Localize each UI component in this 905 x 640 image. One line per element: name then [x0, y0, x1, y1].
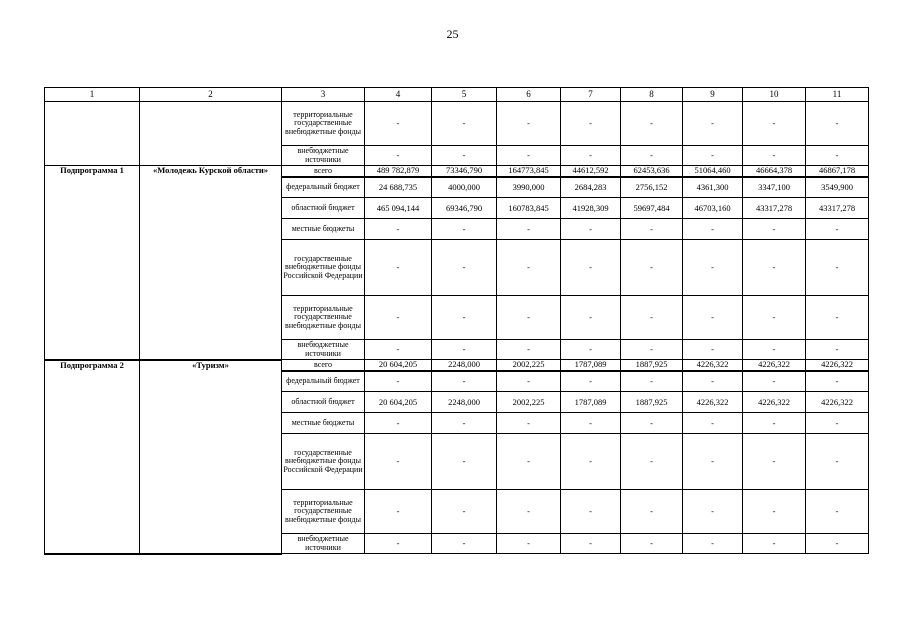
value-cell: - [806, 340, 869, 360]
funding-source: всего [282, 360, 365, 371]
column-header: 4 [365, 88, 432, 102]
value-cell: - [806, 490, 869, 534]
value-cell: 51064,460 [683, 166, 743, 177]
value-cell: - [497, 534, 561, 554]
value-cell: - [497, 219, 561, 240]
value-cell: 4000,000 [432, 177, 497, 198]
program-code-cell [45, 102, 140, 166]
value-cell: - [497, 102, 561, 146]
value-cell: 2684,283 [561, 177, 621, 198]
value-cell: - [806, 434, 869, 490]
value-cell: - [621, 102, 683, 146]
value-cell: - [621, 371, 683, 392]
funding-source: территориальные государственные внебюджетные фонды [282, 490, 365, 534]
value-cell: - [743, 434, 806, 490]
value-cell: - [743, 413, 806, 434]
value-cell: - [432, 219, 497, 240]
value-cell: - [432, 534, 497, 554]
column-header: 9 [683, 88, 743, 102]
funding-source: внебюджетные источники [282, 340, 365, 360]
value-cell: 41928,309 [561, 198, 621, 219]
value-cell: 2002,225 [497, 360, 561, 371]
value-cell: - [432, 240, 497, 296]
value-cell: 24 688,735 [365, 177, 432, 198]
value-cell: - [561, 434, 621, 490]
value-cell: - [683, 490, 743, 534]
value-cell: - [743, 146, 806, 166]
value-cell: - [561, 219, 621, 240]
value-cell: - [683, 102, 743, 146]
funding-source: местные бюджеты [282, 219, 365, 240]
value-cell: - [743, 296, 806, 340]
column-header: 6 [497, 88, 561, 102]
value-cell: 46867,178 [806, 166, 869, 177]
value-cell: - [683, 296, 743, 340]
value-cell: 3549,900 [806, 177, 869, 198]
value-cell: 4226,322 [743, 392, 806, 413]
value-cell: - [365, 434, 432, 490]
value-cell: 4226,322 [683, 392, 743, 413]
program-code: Подпрограмма 2 [45, 360, 140, 554]
program-name: «Молодежь Курской области» [140, 166, 282, 360]
value-cell: 4361,300 [683, 177, 743, 198]
value-cell: - [806, 296, 869, 340]
value-cell: 489 782,879 [365, 166, 432, 177]
value-cell: - [561, 490, 621, 534]
value-cell: 2002,225 [497, 392, 561, 413]
funding-source: территориальные государственные внебюджетные фонды [282, 296, 365, 340]
value-cell: - [743, 240, 806, 296]
program-name-cell [140, 102, 282, 166]
value-cell: - [683, 371, 743, 392]
column-header: 11 [806, 88, 869, 102]
value-cell: - [497, 490, 561, 534]
value-cell: - [621, 219, 683, 240]
page-number: 25 [446, 27, 459, 41]
value-cell: - [365, 296, 432, 340]
column-header: 3 [282, 88, 365, 102]
funding-source: территориальные государственные внебюджетные фонды [282, 102, 365, 146]
value-cell: - [432, 413, 497, 434]
value-cell: - [497, 371, 561, 392]
value-cell: 4226,322 [743, 360, 806, 371]
value-cell: - [743, 490, 806, 534]
value-cell: 4226,322 [806, 392, 869, 413]
value-cell: - [561, 146, 621, 166]
value-cell: - [561, 534, 621, 554]
value-cell: - [561, 296, 621, 340]
value-cell: - [365, 340, 432, 360]
value-cell: - [432, 146, 497, 166]
value-cell: 1887,925 [621, 360, 683, 371]
value-cell: - [621, 413, 683, 434]
value-cell: - [365, 240, 432, 296]
value-cell: 43317,278 [743, 198, 806, 219]
value-cell: - [497, 340, 561, 360]
header-row [45, 88, 869, 102]
table-row [45, 360, 869, 371]
value-cell: - [365, 102, 432, 146]
value-cell: 4226,322 [806, 360, 869, 371]
value-cell: 62453,636 [621, 166, 683, 177]
value-cell: - [683, 340, 743, 360]
column-header: 10 [743, 88, 806, 102]
value-cell: - [561, 102, 621, 146]
value-cell: - [497, 434, 561, 490]
value-cell: 59697,484 [621, 198, 683, 219]
value-cell: - [683, 219, 743, 240]
value-cell: 2248,000 [432, 392, 497, 413]
value-cell: - [621, 296, 683, 340]
program-name: «Туризм» [140, 360, 282, 554]
value-cell: - [561, 413, 621, 434]
funding-source: областной бюджет [282, 198, 365, 219]
value-cell: 73346,790 [432, 166, 497, 177]
value-cell: - [621, 490, 683, 534]
value-cell: - [561, 240, 621, 296]
value-cell: - [365, 490, 432, 534]
value-cell: 3347,100 [743, 177, 806, 198]
value-cell: - [561, 340, 621, 360]
table-row [45, 102, 869, 146]
value-cell: - [621, 340, 683, 360]
value-cell: - [497, 240, 561, 296]
value-cell: - [743, 219, 806, 240]
column-header: 7 [561, 88, 621, 102]
value-cell: 20 604,205 [365, 360, 432, 371]
value-cell: 3990,000 [497, 177, 561, 198]
value-cell: - [683, 240, 743, 296]
value-cell: - [432, 371, 497, 392]
value-cell: - [621, 240, 683, 296]
value-cell: - [365, 413, 432, 434]
value-cell: - [743, 371, 806, 392]
value-cell: 4226,322 [683, 360, 743, 371]
funding-source: областной бюджет [282, 392, 365, 413]
funding-source: государственные внебюджетные фонды Российской Федерации [282, 240, 365, 296]
value-cell: - [621, 434, 683, 490]
value-cell: - [432, 490, 497, 534]
budget-table [44, 87, 869, 555]
value-cell: - [806, 146, 869, 166]
value-cell: 164773,845 [497, 166, 561, 177]
value-cell: 69346,790 [432, 198, 497, 219]
value-cell: - [806, 219, 869, 240]
value-cell: 2248,000 [432, 360, 497, 371]
value-cell: 43317,278 [806, 198, 869, 219]
value-cell: - [365, 371, 432, 392]
value-cell: 44612,592 [561, 166, 621, 177]
value-cell: - [432, 340, 497, 360]
value-cell: 1787,089 [561, 392, 621, 413]
program-code: Подпрограмма 1 [45, 166, 140, 360]
column-header: 8 [621, 88, 683, 102]
value-cell: 2756,152 [621, 177, 683, 198]
value-cell: 1787,089 [561, 360, 621, 371]
value-cell: - [806, 102, 869, 146]
value-cell: 160783,845 [497, 198, 561, 219]
value-cell: 20 604,205 [365, 392, 432, 413]
value-cell: - [365, 219, 432, 240]
funding-source: государственные внебюджетные фонды Российской Федерации [282, 434, 365, 490]
value-cell: - [806, 413, 869, 434]
column-header: 5 [432, 88, 497, 102]
value-cell: - [497, 296, 561, 340]
value-cell: 1887,925 [621, 392, 683, 413]
value-cell: 46703,160 [683, 198, 743, 219]
value-cell: - [743, 534, 806, 554]
value-cell: - [432, 434, 497, 490]
value-cell: - [683, 146, 743, 166]
value-cell: - [683, 534, 743, 554]
funding-source: федеральный бюджет [282, 177, 365, 198]
value-cell: - [806, 371, 869, 392]
value-cell: - [365, 146, 432, 166]
value-cell: - [683, 434, 743, 490]
value-cell: - [365, 534, 432, 554]
value-cell: - [806, 534, 869, 554]
value-cell: - [432, 102, 497, 146]
value-cell: - [621, 534, 683, 554]
funding-source: федеральный бюджет [282, 371, 365, 392]
value-cell: - [497, 146, 561, 166]
value-cell: - [683, 413, 743, 434]
funding-source: внебюджетные источники [282, 534, 365, 554]
funding-source: местные бюджеты [282, 413, 365, 434]
table-row [45, 166, 869, 177]
value-cell: - [561, 371, 621, 392]
value-cell: - [621, 146, 683, 166]
value-cell: 46664,378 [743, 166, 806, 177]
funding-source: всего [282, 166, 365, 177]
value-cell: - [432, 296, 497, 340]
value-cell: - [806, 240, 869, 296]
value-cell: - [743, 340, 806, 360]
value-cell: 465 094,144 [365, 198, 432, 219]
table-body [45, 88, 869, 554]
value-cell: - [497, 413, 561, 434]
funding-source: внебюджетные источники [282, 146, 365, 166]
value-cell: - [743, 102, 806, 146]
column-header: 2 [140, 88, 282, 102]
column-header: 1 [45, 88, 140, 102]
